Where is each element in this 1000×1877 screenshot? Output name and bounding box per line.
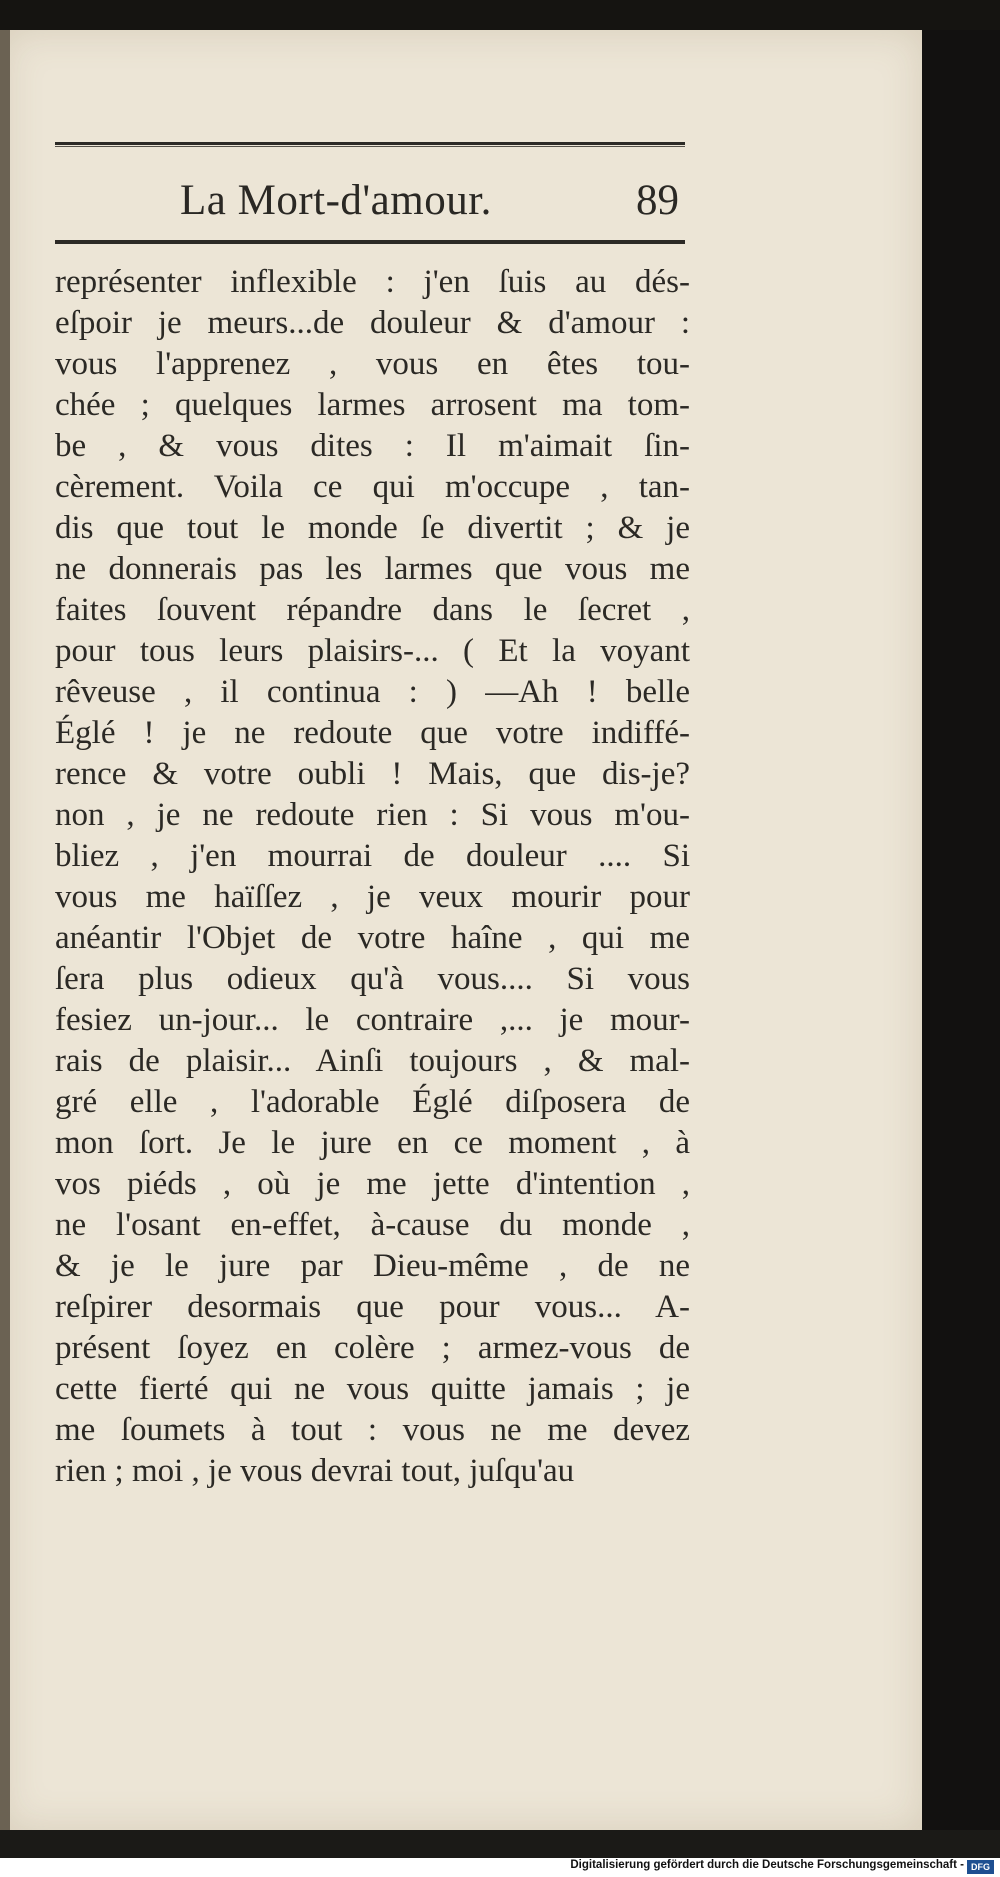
text-line: chée ; quelques larmes arrosent ma tom-	[55, 387, 690, 423]
text-line: be , & vous dites : Il m'aimait ſin-	[55, 428, 690, 464]
body-text	[55, 262, 690, 1492]
text-line: dis que tout le monde ſe divertit ; & je	[55, 510, 690, 546]
text-line: & je le jure par Dieu-même , de ne	[55, 1248, 690, 1284]
running-title: La Mort-d'amour.	[180, 177, 492, 224]
text-line: eſpoir je meurs...de douleur & d'amour :	[55, 305, 690, 341]
header-bottom-rule	[55, 240, 685, 244]
page-spine-edge	[0, 30, 10, 1830]
text-line: Églé ! je ne redoute que votre indiffé-	[55, 715, 690, 751]
text-line: rence & votre oubli ! Mais, que dis-je?	[55, 756, 690, 792]
scan-top-border	[0, 0, 1000, 32]
text-line: non , je ne redoute rien : Si vous m'ou-	[55, 797, 690, 833]
text-line: présent ſoyez en colère ; armez-vous de	[55, 1330, 690, 1366]
dfg-logo: DFG	[967, 1860, 994, 1874]
text-line: reſpirer desormais que pour vous... A-	[55, 1289, 690, 1325]
text-line: ſera plus odieux qu'à vous.... Si vous	[55, 961, 690, 997]
text-line: me ſoumets à tout : vous ne me devez	[55, 1412, 690, 1448]
text-line: vos piéds , où je me jette d'intention ,	[55, 1166, 690, 1202]
text-line: bliez , j'en mourrai de douleur .... Si	[55, 838, 690, 874]
text-line: rêveuse , il continua : ) —Ah ! belle	[55, 674, 690, 710]
funding-credit: Digitalisierung gefördert durch die Deutsche Forschungsgemeinschaft -	[570, 1859, 964, 1871]
page-number: 89	[636, 177, 679, 224]
text-line: mon ſort. Je le jure en ce moment , à	[55, 1125, 690, 1161]
text-line: fesiez un-jour... le contraire ,... je mour-	[55, 1002, 690, 1038]
text-line: vous l'apprenez , vous en êtes tou-	[55, 346, 690, 382]
text-line: anéantir l'Objet de votre haîne , qui me	[55, 920, 690, 956]
text-line: rien ; moi , je vous devrai tout, juſqu'au	[55, 1453, 575, 1489]
digitization-footer	[0, 1858, 1000, 1877]
text-line: rais de plaisir... Ainſi toujours , & mal-	[55, 1043, 690, 1079]
text-line: vous me haïſſez , je veux mourir pour	[55, 879, 690, 915]
text-line: gré elle , l'adorable Églé diſposera de	[55, 1084, 690, 1120]
header-top-rule	[55, 142, 685, 145]
text-line: cèrement. Voila ce qui m'occupe , tan-	[55, 469, 690, 505]
header-top-rule-thin	[55, 146, 685, 147]
running-header	[55, 176, 685, 236]
text-line: ne donnerais pas les larmes que vous me	[55, 551, 690, 587]
scan-right-border	[922, 30, 1000, 1830]
text-line: représenter inflexible : j'en ſuis au dés-	[55, 264, 690, 300]
text-line: pour tous leurs plaisirs-... ( Et la voyant	[55, 633, 690, 669]
text-line: ne l'osant en-effet, à-cause du monde ,	[55, 1207, 690, 1243]
text-line: cette fierté qui ne vous quitte jamais ; je	[55, 1371, 690, 1407]
text-line: faites ſouvent répandre dans le ſecret ,	[55, 592, 690, 628]
